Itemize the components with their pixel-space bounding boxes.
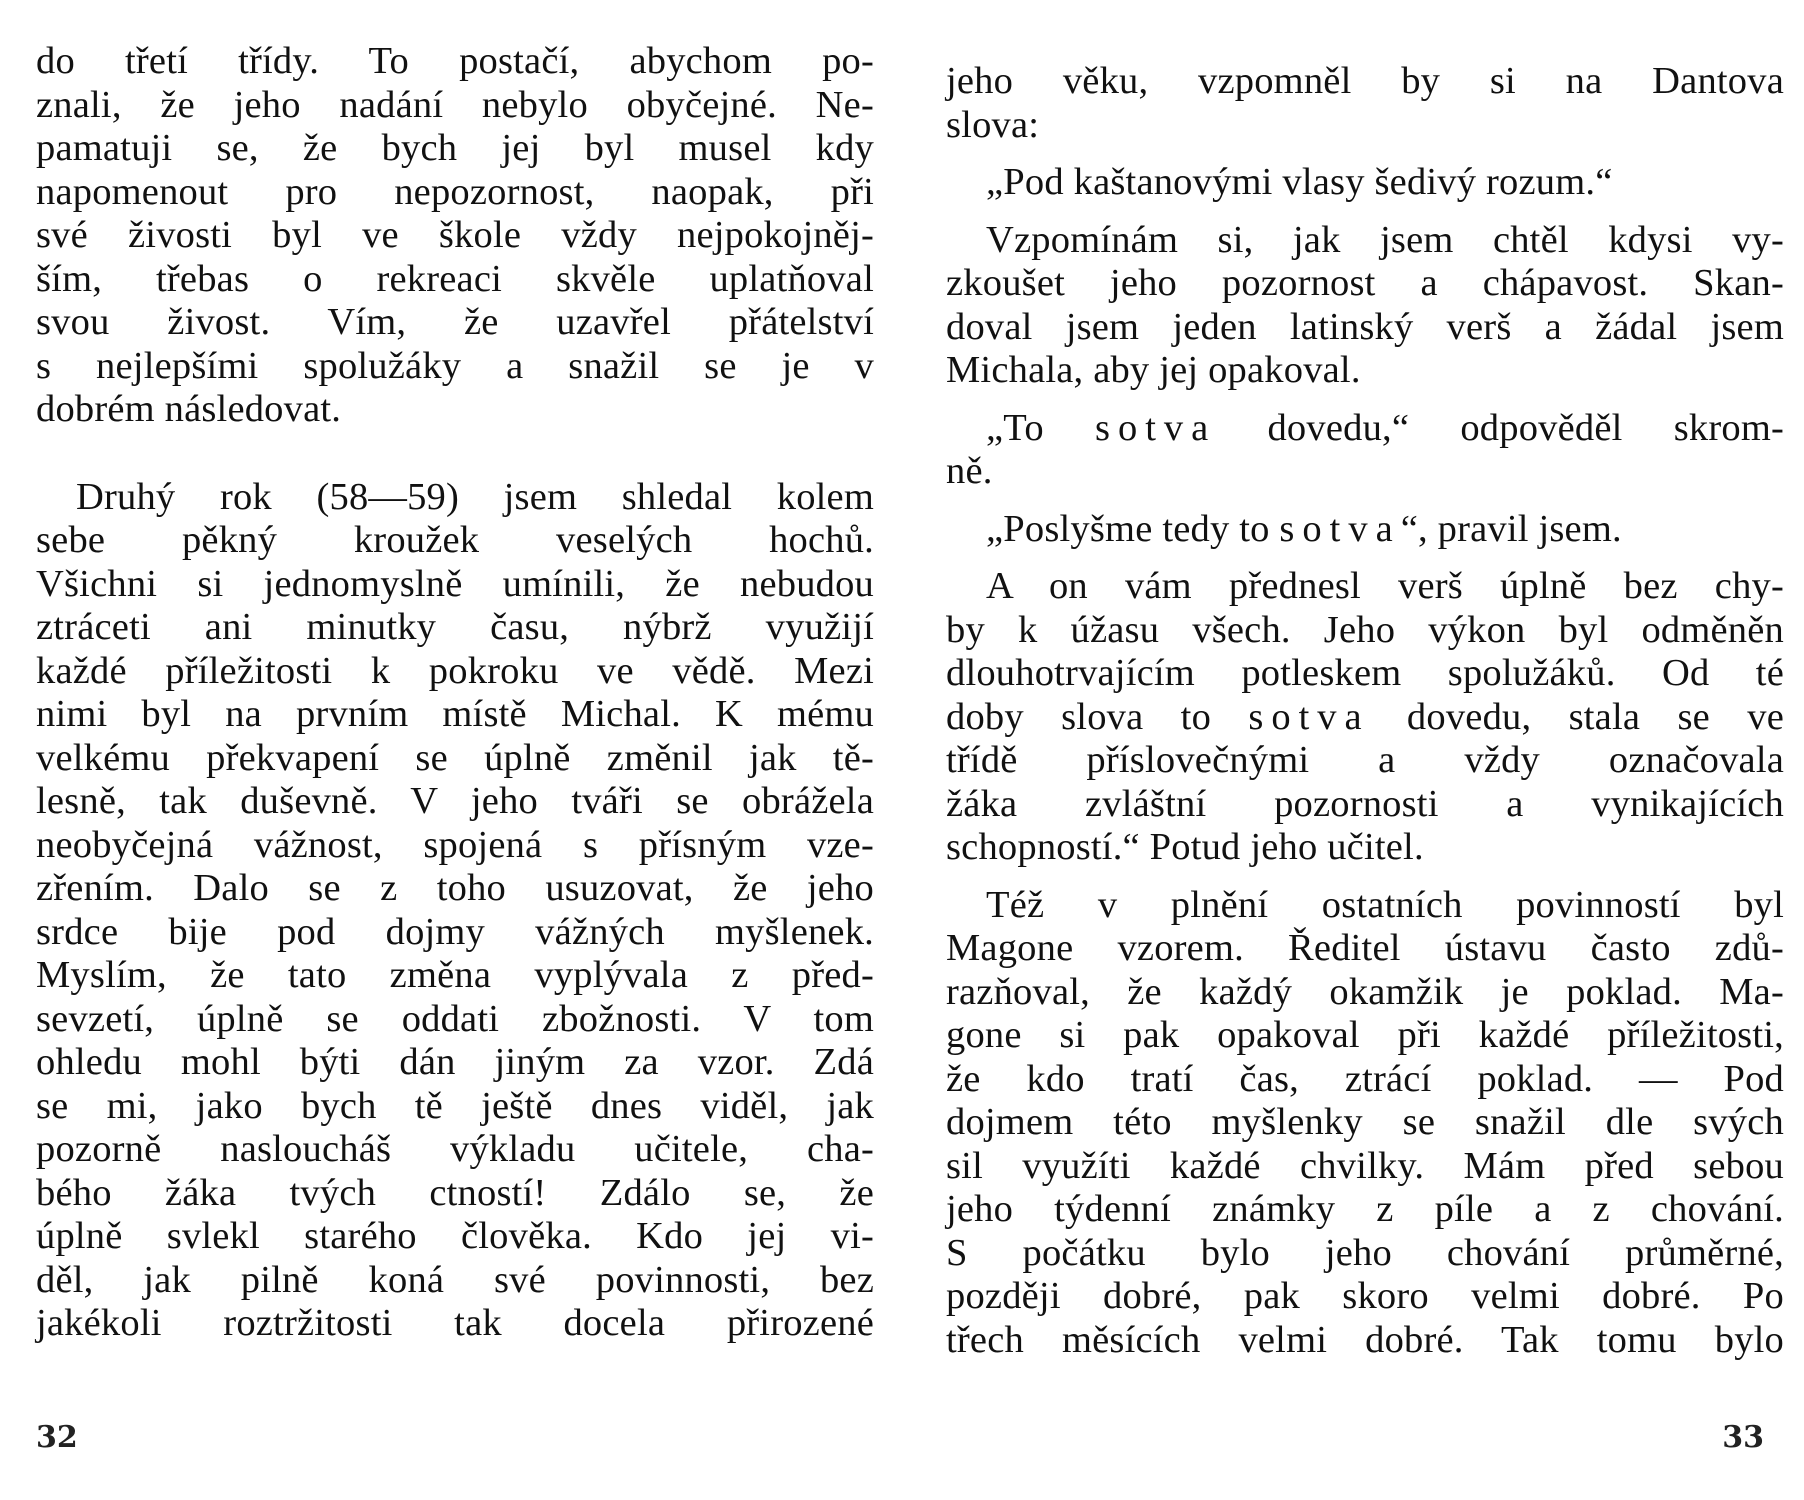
text-line: pamatuji se, že bych jej byl musel kdy bbox=[36, 127, 874, 169]
text-line: doval jsem jeden latinský verš a žádal jsem bbox=[946, 305, 1784, 348]
text-line: gone si pak opakoval při každé příležitosti, bbox=[946, 1014, 1784, 1056]
text-line: ohledu mohl býti dán jiným za vzor. Zdá bbox=[36, 1041, 874, 1083]
text-line: úplně svlekl starého člověka. Kdo jej vi- bbox=[36, 1215, 874, 1257]
text-line: do třetí třídy. To postačí, abychom po- bbox=[36, 40, 874, 82]
emphasized-word: sotva bbox=[1248, 695, 1370, 738]
text-segment: „To bbox=[986, 406, 1095, 449]
text-line: Michala, aby jej opakoval. bbox=[946, 349, 1361, 391]
text-line: razňoval, že každý okamžik je poklad. Ma- bbox=[946, 970, 1784, 1013]
paragraph bbox=[36, 40, 874, 432]
quote-paragraph bbox=[946, 161, 1784, 205]
text-line: zřením. Dalo se z toho usuzovat, že jeho bbox=[36, 867, 874, 909]
text-line: Všichni si jednomyslně umínili, že nebudou bbox=[36, 562, 874, 605]
text-line: Též v plnění ostatních povinností byl bbox=[986, 883, 1784, 926]
text-line: dobrém následovat. bbox=[36, 388, 342, 430]
right-text-column bbox=[946, 60, 1784, 1362]
text-line: třech měsících velmi dobré. Tak tomu bylo bbox=[946, 1318, 1784, 1361]
text-segment: “, pravil jsem. bbox=[1400, 507, 1622, 550]
text-line: sil využíti každé chvilky. Mám před sebou bbox=[946, 1144, 1784, 1187]
text-line: srdce bije pod dojmy vážných myšlenek. bbox=[36, 910, 874, 953]
text-line bbox=[946, 407, 1784, 451]
page-number: 33 bbox=[1722, 1420, 1764, 1455]
text-line: sevzetí, úplně se oddati zbožnosti. V tom bbox=[36, 997, 874, 1040]
text-line: znali, že jeho nadání nebylo obyčejné. Ne- bbox=[36, 83, 874, 126]
text-segment: doby slova to bbox=[946, 695, 1249, 738]
text-line: dlouhotrvajícím potleskem spolužáků. Od té bbox=[946, 652, 1784, 694]
text-line: že kdo tratí čas, ztrácí poklad. — Pod bbox=[946, 1057, 1784, 1100]
text-line: by k úžasu všech. Jeho výkon byl odměněn bbox=[946, 608, 1784, 651]
text-line: třídě příslovečnými a vždy označovala bbox=[946, 739, 1784, 781]
text-line: Vzpomínám si, jak jsem chtěl kdysi vy- bbox=[986, 218, 1784, 261]
page-number: 32 bbox=[36, 1420, 78, 1455]
emphasized-word: sotva bbox=[1279, 507, 1401, 550]
text-line: slova: bbox=[946, 103, 1040, 146]
text-line: děl, jak pilně koná své povinnosti, bez bbox=[36, 1258, 874, 1301]
paragraph bbox=[946, 884, 1784, 1363]
text-line bbox=[946, 696, 1784, 740]
text-line: napomenout pro nepozornost, naopak, při bbox=[36, 170, 874, 213]
text-line: jeho věku, vzpomněl by si na Dantova bbox=[946, 60, 1784, 102]
text-line: Magone vzorem. Ředitel ústavu často zdů- bbox=[946, 927, 1784, 969]
text-line: každé příležitosti k pokroku ve vědě. Mezi bbox=[36, 649, 874, 692]
text-line: „Pod kaštanovými vlasy šedivý rozum.“ bbox=[986, 161, 1613, 203]
paragraph bbox=[946, 219, 1784, 393]
left-text-column bbox=[36, 40, 874, 1346]
text-line: ztráceti ani minutky času, nýbrž využijí bbox=[36, 606, 874, 648]
text-line: žáka zvláštní pozornosti a vynikajících bbox=[946, 782, 1784, 825]
text-line: ším, třebas o rekreaci skvěle uplatňoval bbox=[36, 257, 874, 300]
text-line: svou živost. Vím, že uzavřel přátelství bbox=[36, 301, 874, 343]
dialogue-paragraph bbox=[946, 407, 1784, 494]
text-line: s nejlepšími spolužáky a snažil se je v bbox=[36, 344, 874, 387]
text-line: své živosti byl ve škole vždy nejpokojněj- bbox=[36, 214, 874, 256]
text-line: zkoušet jeho pozornost a chápavost. Skan- bbox=[946, 262, 1784, 304]
text-line: později dobré, pak skoro velmi dobré. Po bbox=[946, 1275, 1784, 1317]
emphasized-word: sotva bbox=[1094, 406, 1217, 449]
text-line: nimi byl na prvním místě Michal. K mému bbox=[36, 693, 874, 735]
paragraph bbox=[946, 565, 1784, 870]
text-line: se mi, jako bych tě ještě dnes viděl, jak bbox=[36, 1084, 874, 1127]
text-line: ně. bbox=[946, 450, 993, 492]
text-line: S počátku bylo jeho chování průměrné, bbox=[946, 1231, 1784, 1274]
text-segment: dovedu, stala se ve bbox=[1369, 695, 1784, 738]
paragraph bbox=[36, 476, 874, 520]
text-line: jakékoli roztržitosti tak docela přirozené bbox=[36, 1302, 874, 1344]
text-line: A on vám přednesl verš úplně bez chy- bbox=[986, 565, 1784, 607]
text-line: pozorně nasloucháš výkladu učitele, cha- bbox=[36, 1128, 874, 1170]
text-line: lesně, tak duševně. V jeho tváři se obrážela bbox=[36, 780, 874, 822]
text-line: bého žáka tvých ctností! Zdálo se, že bbox=[36, 1171, 874, 1214]
text-line: Myslím, že tato změna vyplývala z před- bbox=[36, 954, 874, 996]
text-line: schopností.“ Potud jeho učitel. bbox=[946, 826, 1424, 868]
text-line: jeho týdenní známky z píle a z chování. bbox=[946, 1188, 1784, 1230]
text-line: Druhý rok (58—59) jsem shledal kolem bbox=[76, 475, 874, 518]
paragraph-continued bbox=[36, 519, 874, 1346]
text-line bbox=[946, 508, 1784, 552]
text-line: velkému překvapení se úplně změnil jak tě- bbox=[36, 736, 874, 779]
text-segment: „Poslyšme tedy to bbox=[986, 507, 1280, 550]
dialogue-paragraph bbox=[946, 508, 1784, 552]
paragraph bbox=[946, 60, 1784, 147]
text-line: sebe pěkný kroužek veselých hochů. bbox=[36, 519, 874, 561]
text-segment: dovedu,“ odpověděl skrom- bbox=[1216, 406, 1784, 449]
text-line: dojmem této myšlenky se snažil dle svých bbox=[946, 1101, 1784, 1143]
text-line: neobyčejná vážnost, spojená s přísným vze- bbox=[36, 823, 874, 866]
right-page bbox=[902, 0, 1804, 1500]
